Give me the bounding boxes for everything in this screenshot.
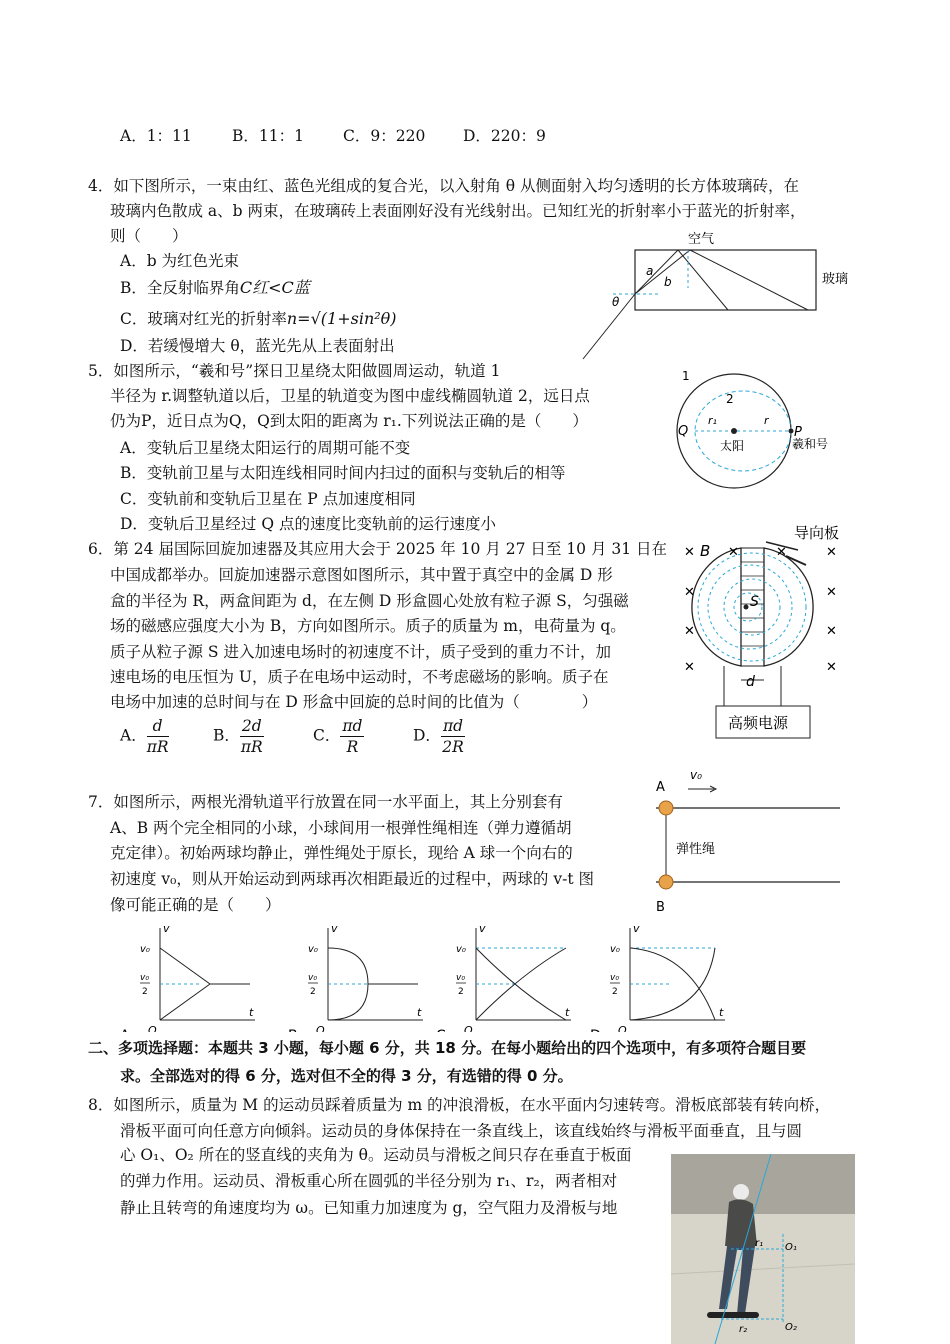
half-den: 2 [142,987,148,997]
v0-label: v₀ [690,768,702,782]
r1-label: r₁ [755,1238,764,1249]
wire-left [716,666,724,710]
q6-c-num: πd [342,717,363,735]
q6-stem-line-1: 6．第 24 届国际回旋加速器及其应用大会于 2025 年 10 月 27 日至 10 月 31 日在 [88,540,668,558]
p-label: P [794,425,802,440]
reflected-a [678,250,728,310]
q3-option-d: D．220：9 [463,127,546,145]
q5-stem-line-2: 半径为 r.调整轨道以后，卫星的轨道变为图中虚线椭圆轨道 2，远日点 [110,387,590,405]
reflected-b [690,250,808,310]
field-label: B [700,542,711,560]
q6-option-d [413,716,465,757]
source-label: S [750,594,759,610]
q6-stem-line-3: 盒的半径为 R，两盒间距为 d，在左侧 D 形盒圆心处放有粒子源 S，匀强磁 [110,592,629,610]
t-label: t [719,1006,724,1019]
ball-b-label: B [656,900,665,915]
v0-tick: v₀ [308,944,318,955]
q7-stem-line-1: 7．如图所示，两根光滑轨道平行放置在同一水平面上，其上分别套有 [88,793,563,811]
orbit-figure [668,366,848,518]
q6-stem-line-2: 中国成都举办。回旋加速器示意图如图所示，其中置于真空中的金属 D 形 [110,566,613,584]
glass-brick [635,250,816,310]
gap-label: d [746,674,755,690]
rope-label: 弹性绳 [676,842,716,857]
q8-stem-line-1: 8．如图所示，质量为 M 的运动员踩着质量为 m 的冲浪滑板，在水平面内匀速转弯。滑板底部装有转向桥， [88,1096,831,1114]
source-dot [744,605,749,610]
rails-figure [648,765,844,915]
curve-a [328,948,368,984]
ray-a-label: a [646,264,654,278]
svg-text:✕: ✕ [684,660,695,675]
q6-option-a-label: A． [120,726,147,745]
q5-option-c: C．变轨前和变轨后卫星在 P 点加速度相同 [120,490,416,508]
origin-label: O [618,1024,627,1032]
q3-option-b: B．11：1 [232,127,304,145]
v-label: v [331,922,338,935]
vt-graph-b [286,916,426,1036]
v-label: v [479,922,486,935]
t-label: t [249,1006,254,1019]
o1-label: O₁ [785,1242,797,1253]
ray-b-label: b [664,275,672,289]
svg-text:✕: ✕ [826,660,837,675]
half-den: 2 [458,987,464,997]
q6-option-d-label: D． [413,726,441,745]
q5-stem-line-1: 5．如图所示，“羲和号”探日卫星绕太阳做圆周运动，轨道 1 [88,362,501,380]
q8-stem-line-3: 心 O₁、O₂ 所在的竖直线的夹角为 θ。运动员与滑板之间只存在垂直于板面 [120,1146,632,1164]
q4-option-c-text: C．玻璃对红光的折射率 [120,310,287,328]
floor [671,1214,855,1344]
half-num: v₀ [456,973,465,983]
incident-ray [583,294,635,359]
half-num: v₀ [610,973,619,983]
q7-stem-line-3: 克定律）。初始两球均静止，弹性绳处于原长，现给 A 球一个向右的 [110,844,573,862]
skateboard [707,1312,759,1318]
q4-option-b [120,278,310,298]
glass-brick-figure [578,228,860,362]
q6-c-den: R [346,738,359,756]
q3-option-c: C．9：220 [343,127,426,145]
vt-graph-a [118,916,258,1036]
q8-stem-line-4: 的弹力作用。运动员、滑板重心所在圆弧的半径分别为 r₁、r₂，两者相对 [120,1172,618,1190]
q5-option-a: A．变轨后卫星绕太阳运行的周期可能不变 [120,439,411,457]
origin-label: O [316,1024,325,1032]
q5-stem-line-3: 仍为P，近日点为Q，Q到太阳的距离为 r₁.下列说法正确的是（ ） [110,412,588,430]
vt-graph-c [434,916,574,1036]
v-label: v [163,922,170,935]
half-num: v₀ [140,973,149,983]
v0-tick: v₀ [140,944,150,955]
theta-label: θ [612,295,620,309]
q6-option-b [213,716,264,757]
q7-stem-line-4: 初速度 v₀，则从开始运动到两球再次相距最近的过程中，两球的 v-t 图 [110,870,594,888]
wire-right [781,666,788,710]
svg-text:✕: ✕ [776,545,787,560]
graph-label [590,1028,615,1032]
q7-stem-line-5: 像可能正确的是（ ） [110,896,281,914]
half-den: 2 [612,987,618,997]
svg-text:✕: ✕ [684,624,695,639]
half-den: 2 [310,987,316,997]
q6-stem-line-5: 质子从粒子源 S 进入加速电场时的初速度不计，质子受到的重力不计，加 [110,643,611,661]
skateboarder-illustration [671,1154,855,1344]
q3-option-a: A．1：11 [120,127,192,145]
v0-tick: v₀ [456,944,466,955]
q4-option-b-text: B．全反射临界角 [120,279,240,297]
satellite-label: 羲和号 [792,437,829,451]
origin-label: O [148,1024,157,1032]
svg-text:✕: ✕ [684,545,695,560]
ray-b [635,250,690,294]
curve-b [328,984,368,1020]
q6-stem-line-7: 电场中加速的总时间与在 D 形盒中回旋的总时间的比值为（ ） [110,693,598,711]
r2-label: r₂ [739,1324,748,1335]
svg-text:✕: ✕ [826,624,837,639]
q6-option-c [313,716,364,757]
q5-option-b: B．变轨前卫星与太阳连线相同时间内扫过的面积与变轨后的相等 [120,464,566,482]
q8-stem-line-5: 静止且转弯的角速度均为 ω。已知重力加速度为 g，空气阻力及滑板与地 [120,1199,618,1217]
q4-stem-line-2: 玻璃内色散成 a、b 两束，在玻璃砖上表面刚好没有光线射出。已知红光的折射率小于蓝光的折射率， [110,202,806,220]
q6-a-den: πR [146,738,169,756]
air-label: 空气 [688,232,715,247]
r-label: r [764,414,769,427]
o2-label: O₂ [785,1322,797,1333]
q6-d-den: 2R [442,738,464,756]
svg-text:✕: ✕ [728,545,739,560]
svg-text:✕: ✕ [684,585,695,600]
t-label: t [417,1006,422,1019]
q4-option-c-formula: n=√(1+sin²θ) [286,309,397,328]
q4-option-b-formula: C红<C蓝 [239,278,310,297]
ball-a [659,801,673,815]
q4-stem-line-3: 则（ ） [110,227,188,245]
origin-label: O [464,1024,473,1032]
satellite-dot [789,429,794,434]
guide-plate-label: 导向板 [794,524,840,542]
q6-option-a [120,716,169,757]
graph-label [288,1028,312,1032]
helmet [733,1184,749,1200]
q6-option-b-label: B． [213,726,240,745]
q5-option-d: D．变轨后卫星经过 Q 点的速度比变轨前的运行速度小 [120,515,496,533]
q4-option-c [120,309,397,329]
jacket [725,1199,757,1246]
graph-label [436,1028,460,1032]
v-label: v [633,922,640,935]
q6-stem-line-6: 速电场的电压恒为 U，质子在电场中运动时，不考虑磁场的影响。质子在 [110,668,609,686]
sun-label: 太阳 [720,439,745,453]
sun-dot [731,428,737,434]
q4-option-a: A．b 为红色光束 [120,252,240,270]
q6-a-num: d [147,716,169,737]
ball-b [659,875,673,889]
q4-option-d: D．若缓慢增大 θ，蓝光先从上表面射出 [120,337,395,355]
curve-b [160,984,210,1020]
half-num: v₀ [308,973,317,983]
svg-text:✕: ✕ [826,545,837,560]
guide-plate [786,556,806,565]
orbit-2-label: 2 [726,392,734,406]
curve-a [160,948,250,984]
graph-label [120,1028,144,1032]
skateboarder-photo [671,1154,855,1344]
q6-option-c-label: C． [313,726,341,745]
orbit-1-label: 1 [682,369,690,383]
v0-tick: v₀ [610,944,620,955]
glass-label: 玻璃 [822,272,849,287]
r1-label: r₁ [708,414,717,427]
q6-d-num: πd [442,717,464,735]
field-crosses [684,545,837,675]
section2-line-1: 二、多项选择题：本题共 3 小题，每小题 6 分，共 18 分。在每小题给出的四个选项中，有多项符合题目要 [88,1039,807,1057]
q-label: Q [678,424,689,439]
power-supply-label: 高频电源 [728,714,789,732]
ball-a-label: A [656,780,665,795]
q6-b-den: πR [240,738,263,756]
section2-line-2: 求。全部选对的得 6 分，选对但不全的得 3 分，有选错的得 0 分。 [120,1067,573,1085]
q8-stem-line-2: 滑板平面可向任意方向倾斜。运动员的身体保持在一条直线上，该直线始终与滑板平面垂直，且与圆 [120,1122,803,1140]
wall [671,1154,855,1214]
q7-stem-line-2: A、B 两个完全相同的小球，小球间用一根弹性绳相连（弹力遵循胡 [110,819,572,837]
q6-b-num: 2d [241,717,262,735]
t-label: t [565,1006,570,1019]
q4-stem-line-1: 4．如下图所示，一束由红、蓝色光组成的复合光，以入射角 θ 从侧面射入均匀透明的长方体玻璃砖，在 [88,177,800,195]
vt-graph-d [588,916,728,1036]
svg-text:✕: ✕ [826,585,837,600]
cyclotron-figure [676,520,856,742]
q6-stem-line-4: 场的磁感应强度大小为 B，方向如图所示。质子的质量为 m，电荷量为 q。 [110,617,626,635]
